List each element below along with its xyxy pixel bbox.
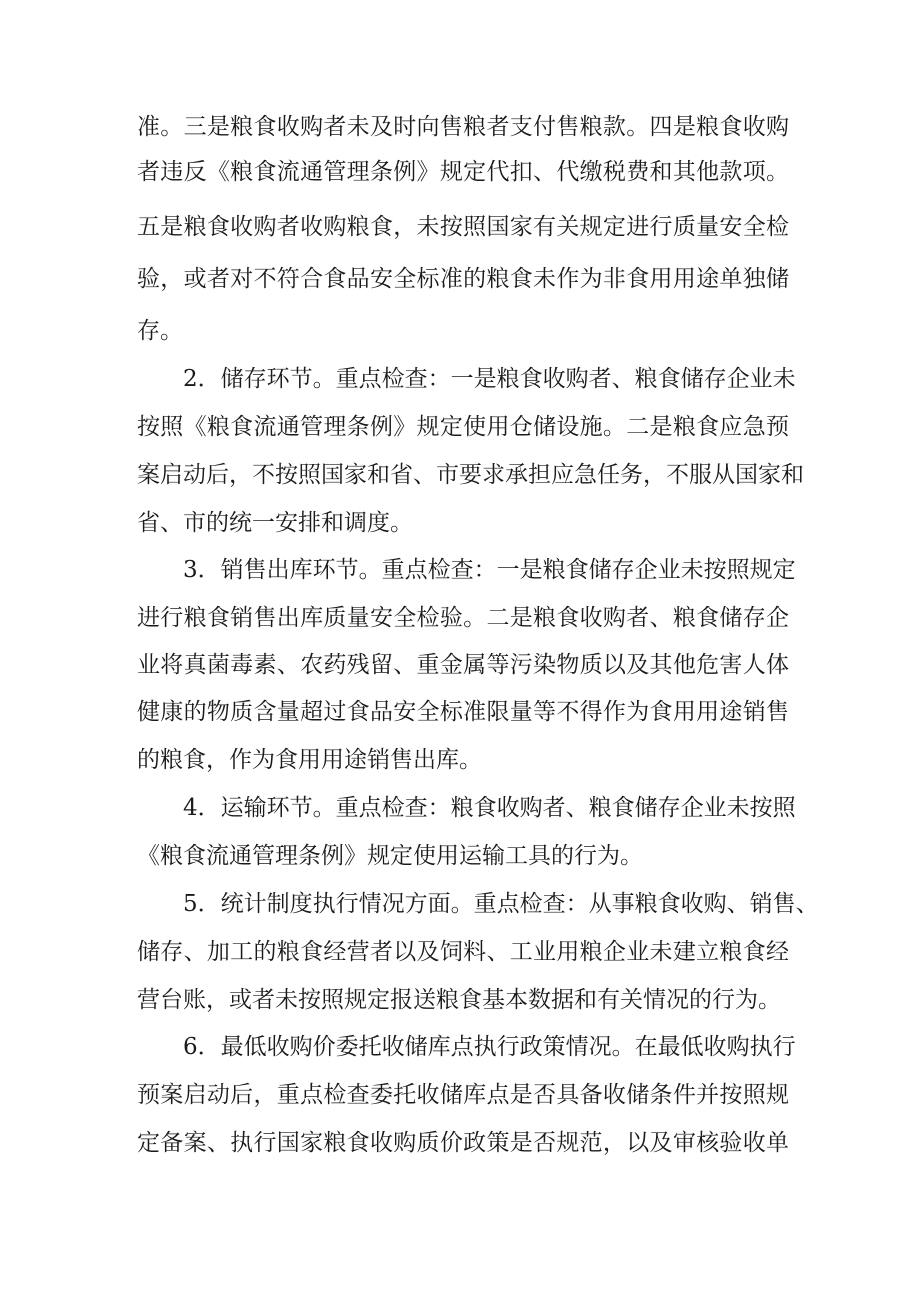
text-line: 5．统计制度执行情况方面。重点检查：从事粮食收购、销售、	[183, 891, 819, 917]
text-line: 健康的物质含量超过食品安全标准限量等不得作为食用用途销售	[137, 699, 789, 725]
text-line: 2．储存环节。重点检查：一是粮食收购者、粮食储存企业未	[183, 366, 796, 392]
text-line: 3．销售出库环节。重点检查：一是粮食储存企业未按照规定	[183, 557, 796, 583]
text-line: 4．运输环节。重点检查：粮食收购者、粮食储存企业未按照	[183, 795, 796, 821]
text-line: 五是粮食收购者收购粮食，未按照国家有关规定进行质量安全检	[137, 214, 789, 240]
text-line: 《粮食流通管理条例》规定使用运输工具的行为。	[137, 843, 643, 869]
text-line: 的粮食，作为食用用途销售出库。	[137, 747, 482, 773]
text-line: 营台账，或者未按照规定报送粮食基本数据和有关情况的行为。	[137, 987, 781, 1013]
text-line: 进行粮食销售出库质量安全检验。二是粮食收购者、粮食储存企	[137, 605, 789, 631]
text-line: 储存、加工的粮食经营者以及饲料、工业用粮企业未建立粮食经	[137, 939, 789, 965]
text-line: 案启动后，不按照国家和省、市要求承担应急任务，不服从国家和	[137, 462, 804, 488]
text-line: 准。三是粮食收购者未及时向售粮者支付售粮款。四是粮食收购	[137, 114, 789, 140]
text-line: 定备案、执行国家粮食收购质价政策是否规范，以及审核验收单	[137, 1130, 789, 1156]
text-line: 业将真菌毒素、农药残留、重金属等污染物质以及其他危害人体	[137, 652, 789, 678]
text-line: 验，或者对不符合食品安全标准的粮食未作为非食用用途单独储	[137, 266, 789, 292]
text-line: 者违反《粮食流通管理条例》规定代扣、代缴税费和其他款项。	[137, 159, 789, 185]
text-line: 存。	[137, 318, 183, 344]
text-line: 预案启动后，重点检查委托收储库点是否具备收储条件并按照规	[137, 1082, 789, 1108]
text-line: 6．最低收购价委托收储库点执行政策情况。在最低收购执行	[183, 1034, 796, 1060]
text-line: 省、市的统一安排和调度。	[137, 510, 413, 536]
text-line: 按照《粮食流通管理条例》规定使用仓储设施。二是粮食应急预	[137, 414, 789, 440]
